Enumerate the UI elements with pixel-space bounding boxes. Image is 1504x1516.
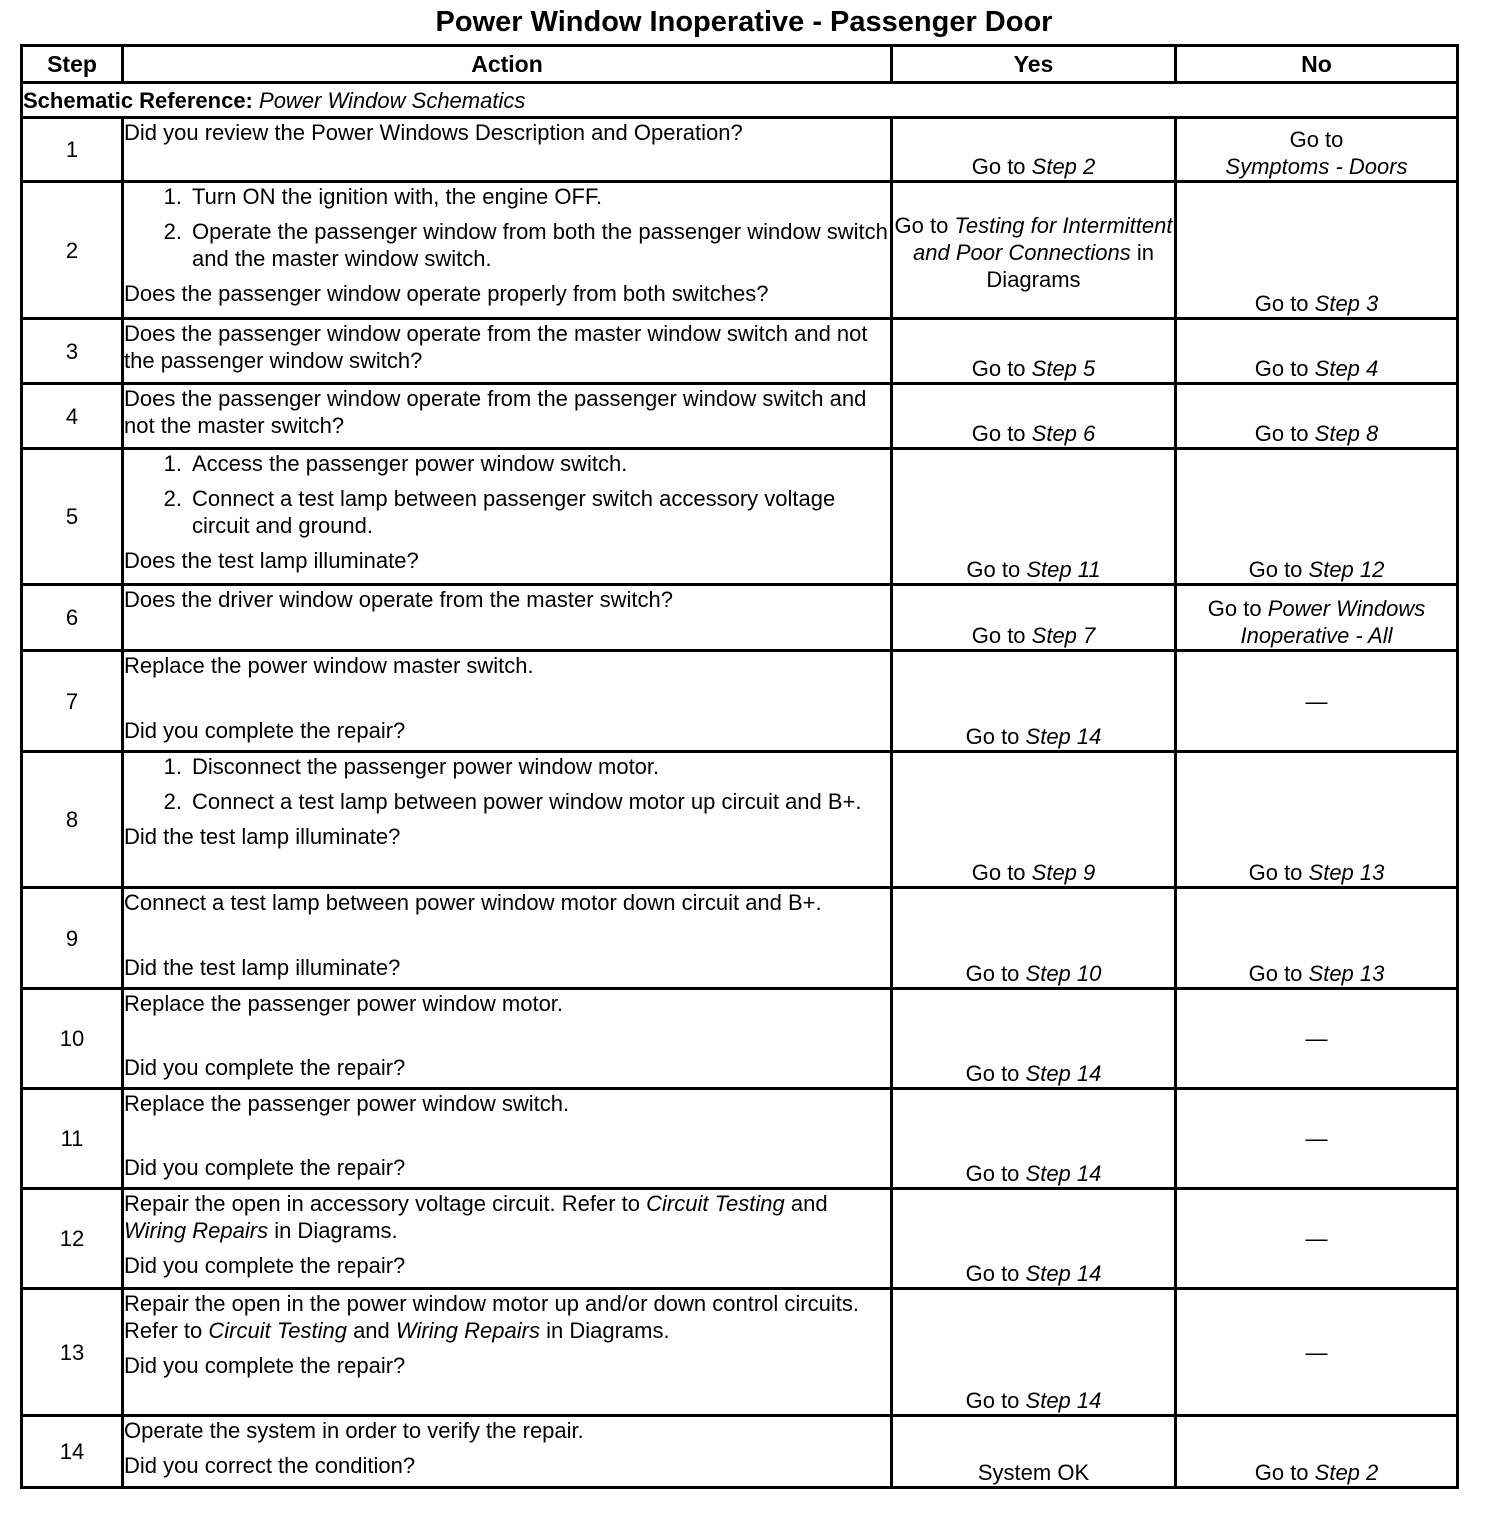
no-step-ref: Step 2 xyxy=(1314,1460,1379,1485)
table-row xyxy=(22,989,1458,1089)
sub-step-text: Disconnect the passenger power window motor. xyxy=(192,754,660,779)
action-text: Replace the passenger power window switch. xyxy=(124,1091,570,1116)
action-text: Replace the power window master switch. xyxy=(124,653,534,678)
question-text: Does the passenger window operate properly from both switches? xyxy=(124,281,769,306)
table-row xyxy=(22,1089,1458,1189)
yes-text: Go to xyxy=(965,1161,1026,1186)
schematic-reference xyxy=(22,83,1458,118)
yes-cell xyxy=(892,651,1176,752)
no-step-ref: Symptoms - Doors xyxy=(1225,154,1408,179)
header-row xyxy=(22,46,1458,83)
action-cell xyxy=(123,319,892,384)
yes-cell xyxy=(892,585,1176,651)
action-text: Does the passenger window operate from the master window switch and not the passenger window switch? xyxy=(124,321,868,373)
action-text: Did you review the Power Windows Description and Operation? xyxy=(124,120,743,145)
yes-step-ref: Step 9 xyxy=(1031,860,1096,885)
yes-step-ref: Step 5 xyxy=(1031,356,1096,381)
yes-cell: System OK xyxy=(892,1416,1176,1488)
sub-step-text: Connect a test lamp between power window motor up circuit and B+. xyxy=(192,789,862,814)
question-text: Did you complete the repair? xyxy=(124,1155,406,1180)
step-number: 11 xyxy=(22,1089,123,1189)
table-row xyxy=(22,585,1458,651)
page-title: Power Window Inoperative - Passenger Door xyxy=(435,6,1053,38)
action-cell xyxy=(123,1416,892,1488)
yes-step-ref: Step 2 xyxy=(1031,154,1096,179)
yes-text: Go to xyxy=(966,557,1027,582)
yes-cell xyxy=(892,1189,1176,1289)
step-number: 1 xyxy=(22,118,123,182)
header-step: Step xyxy=(22,46,123,83)
no-cell xyxy=(1176,384,1458,449)
sub-step: 1. Disconnect the passenger power window motor. xyxy=(163,754,660,779)
table-row xyxy=(22,1416,1458,1488)
table-row xyxy=(22,651,1458,752)
header-action: Action xyxy=(123,46,892,83)
no-step-ref: Step 4 xyxy=(1314,356,1379,381)
action-cell xyxy=(123,449,892,585)
step-number: 7 xyxy=(22,651,123,752)
yes-step-ref: Step 14 xyxy=(1025,1261,1102,1286)
step-number: 4 xyxy=(22,384,123,449)
header-no: No xyxy=(1176,46,1458,83)
table-row xyxy=(22,752,1458,888)
yes-step-ref: Step 14 xyxy=(1025,1061,1102,1086)
yes-step-ref: Step 14 xyxy=(1025,1388,1102,1413)
yes-cell xyxy=(892,888,1176,989)
yes-text: Go to xyxy=(971,154,1032,179)
yes-cell xyxy=(892,319,1176,384)
action-cell xyxy=(123,384,892,449)
sub-step-text: Connect a test lamp between passenger switch accessory voltage circuit and ground. xyxy=(192,486,836,538)
yes-text: Go to xyxy=(965,961,1026,986)
sub-step: 2. Operate the passenger window from both the passenger window switch and the master window switch. xyxy=(124,218,890,272)
action-cell xyxy=(123,989,892,1089)
no-text: Go to xyxy=(1254,291,1315,316)
ref-circuit-testing: Circuit Testing xyxy=(208,1318,347,1343)
sub-step: 1. Turn ON the ignition with, the engine OFF. xyxy=(163,184,603,209)
action-text: Does the passenger window operate from the passenger window switch and not the master switch? xyxy=(124,386,867,438)
action-cell xyxy=(123,1189,892,1289)
question-text: Did you correct the condition? xyxy=(124,1453,416,1478)
no-text: Go to xyxy=(1254,1460,1315,1485)
yes-text-post: in xyxy=(1130,239,1154,265)
yes-step-ref: Step 14 xyxy=(1025,724,1102,749)
no-cell: — xyxy=(1176,651,1458,752)
ref-circuit-testing: Circuit Testing xyxy=(646,1191,785,1216)
table-row xyxy=(22,384,1458,449)
ref-wiring-repairs: Wiring Repairs xyxy=(395,1318,540,1343)
no-step-ref: Step 3 xyxy=(1314,291,1379,316)
yes-text: Go to xyxy=(965,1061,1026,1086)
no-cell xyxy=(1176,1416,1458,1488)
yes-text: Go to xyxy=(965,1388,1026,1413)
yes-step-ref: Step 14 xyxy=(1025,1161,1102,1186)
no-step-ref: Step 12 xyxy=(1308,557,1385,582)
yes-step-ref: Step 11 xyxy=(1026,557,1101,582)
action-text: Does the driver window operate from the master switch? xyxy=(124,587,674,612)
table-row xyxy=(22,1289,1458,1416)
step-number: 13 xyxy=(22,1289,123,1416)
no-step-ref: Step 8 xyxy=(1314,421,1379,446)
no-cell: — xyxy=(1176,1089,1458,1189)
yes-cell xyxy=(892,989,1176,1089)
action-text: Repair the open in accessory voltage circuit. Refer to Circuit Testing and Wiring Repairs in Diagrams. xyxy=(124,1191,828,1243)
step-number: 10 xyxy=(22,989,123,1089)
yes-text: Go to xyxy=(894,212,955,238)
yes-text: Go to xyxy=(971,356,1032,381)
ref-wiring-repairs: Wiring Repairs xyxy=(124,1218,269,1243)
action-text: Replace the passenger power window motor. xyxy=(124,991,564,1016)
yes-cell xyxy=(892,182,1176,319)
action-cell xyxy=(123,118,892,182)
yes-text: Go to xyxy=(971,623,1032,648)
question-text: Did you complete the repair? xyxy=(124,1353,406,1378)
question-text: Did the test lamp illuminate? xyxy=(124,955,401,980)
action-cell xyxy=(123,182,892,319)
yes-cell xyxy=(892,118,1176,182)
no-step-ref: Step 13 xyxy=(1308,860,1385,885)
action-cell xyxy=(123,585,892,651)
question-text: Did you complete the repair? xyxy=(124,1055,406,1080)
sub-step: 2. Connect a test lamp between power window motor up circuit and B+. xyxy=(163,789,862,814)
no-text: Go to xyxy=(1254,356,1315,381)
yes-cell xyxy=(892,449,1176,585)
action-cell xyxy=(123,651,892,752)
sub-step-text: Access the passenger power window switch. xyxy=(192,451,628,476)
table-row xyxy=(22,449,1458,585)
action-cell xyxy=(123,752,892,888)
step-number: 9 xyxy=(22,888,123,989)
yes-text: Go to xyxy=(971,421,1032,446)
table-row xyxy=(22,182,1458,319)
yes-step-ref: Step 7 xyxy=(1031,623,1096,648)
schematic-row xyxy=(22,83,1458,118)
yes-text-post2: Diagrams xyxy=(986,266,1081,292)
no-text: Go to xyxy=(1289,127,1344,152)
no-cell xyxy=(1176,585,1458,651)
no-cell xyxy=(1176,319,1458,384)
step-number: 12 xyxy=(22,1189,123,1289)
yes-cell xyxy=(892,1089,1176,1189)
action-text: Repair the open in the power window motor up and/or down control circuits. Refer to Circuit Testing and Wiring Repairs in Diagrams. xyxy=(124,1291,859,1343)
no-step-ref: Step 13 xyxy=(1308,961,1385,986)
no-text: Go to xyxy=(1248,860,1309,885)
yes-cell xyxy=(892,1289,1176,1416)
question-text: Did the test lamp illuminate? xyxy=(124,824,401,849)
yes-step-ref: Step 10 xyxy=(1025,961,1102,986)
table-row xyxy=(22,1189,1458,1289)
no-cell: — xyxy=(1176,1189,1458,1289)
no-text: Go to xyxy=(1248,557,1309,582)
action-cell xyxy=(123,888,892,989)
yes-ref: Testing for Intermittent and Poor Connections xyxy=(913,212,1173,265)
step-number: 8 xyxy=(22,752,123,888)
no-cell xyxy=(1176,752,1458,888)
no-text: Go to xyxy=(1254,421,1315,446)
no-cell: — xyxy=(1176,1289,1458,1416)
sub-step: 2. Connect a test lamp between passenger switch accessory voltage circuit and ground. xyxy=(124,485,890,539)
action-cell xyxy=(123,1289,892,1416)
question-text: Did you complete the repair? xyxy=(124,718,406,743)
sub-step-text: Operate the passenger window from both the passenger window switch and the master window switch. xyxy=(192,219,888,271)
no-cell xyxy=(1176,182,1458,319)
yes-step-ref: Step 6 xyxy=(1031,421,1096,446)
table-row xyxy=(22,319,1458,384)
action-text: Connect a test lamp between power window motor down circuit and B+. xyxy=(124,890,822,915)
schematic-value: Power Window Schematics xyxy=(259,87,526,113)
question-text: Did you complete the repair? xyxy=(124,1253,406,1278)
yes-cell xyxy=(892,752,1176,888)
no-cell xyxy=(1176,888,1458,989)
schematic-label: Schematic Reference: xyxy=(23,87,253,113)
no-cell xyxy=(1176,449,1458,585)
action-text: Operate the system in order to verify the repair. xyxy=(124,1418,584,1443)
sub-step: 1. Access the passenger power window switch. xyxy=(163,451,628,476)
table-row xyxy=(22,888,1458,989)
header-yes: Yes xyxy=(892,46,1176,83)
step-number: 3 xyxy=(22,319,123,384)
step-number: 6 xyxy=(22,585,123,651)
step-number: 5 xyxy=(22,449,123,585)
diagnostic-table xyxy=(20,44,1459,1489)
no-cell xyxy=(1176,118,1458,182)
action-cell xyxy=(123,1089,892,1189)
no-text: Go to xyxy=(1248,961,1309,986)
yes-text: Go to xyxy=(971,860,1032,885)
no-ref: Power Windows Inoperative - All xyxy=(1240,596,1426,648)
yes-text: Go to xyxy=(965,724,1026,749)
question-text: Does the test lamp illuminate? xyxy=(124,548,419,573)
table-row xyxy=(22,118,1458,182)
sub-step-text: Turn ON the ignition with, the engine OFF. xyxy=(192,184,603,209)
no-text: Go to xyxy=(1207,596,1268,621)
step-number: 14 xyxy=(22,1416,123,1488)
no-cell: — xyxy=(1176,989,1458,1089)
step-number: 2 xyxy=(22,182,123,319)
yes-text: Go to xyxy=(965,1261,1026,1286)
yes-cell xyxy=(892,384,1176,449)
